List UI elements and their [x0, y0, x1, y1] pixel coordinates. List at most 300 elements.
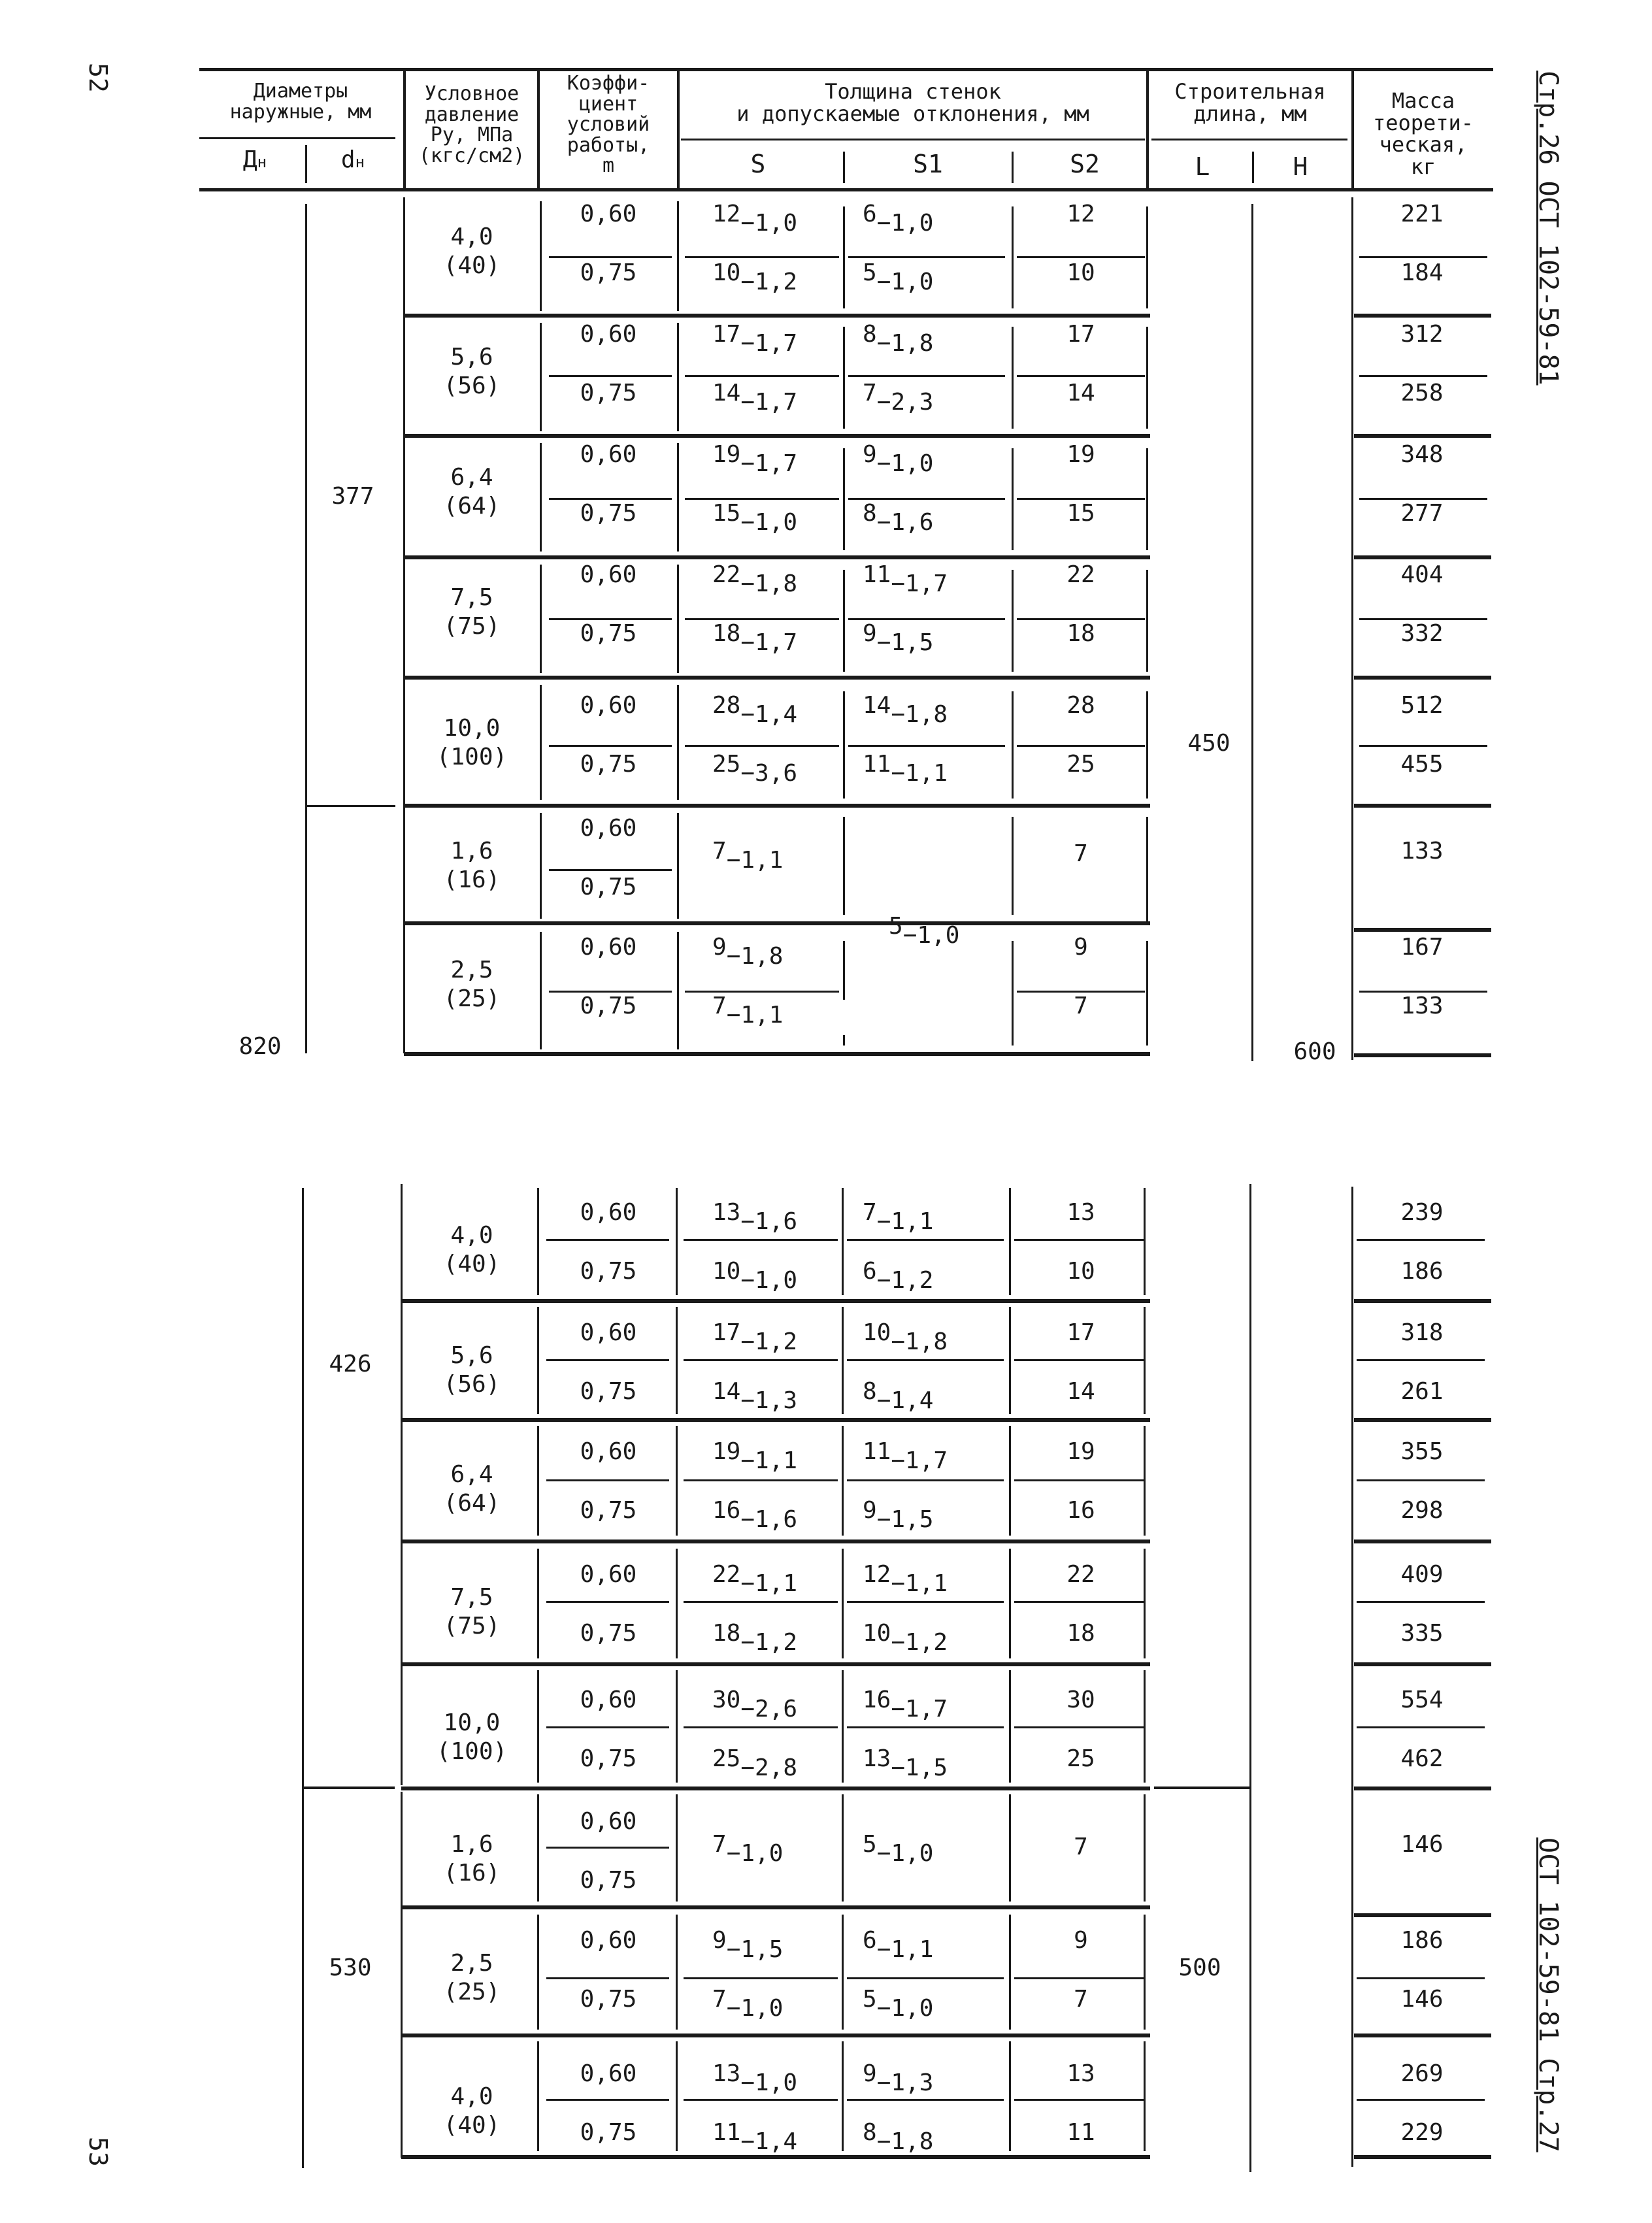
block1-mass: 512 [1400, 692, 1444, 719]
block2-s1-deviation: −1,7 [891, 1696, 948, 1722]
block1-mass: 332 [1400, 620, 1444, 647]
block2-s1-deviation: −1,0 [876, 1840, 934, 1867]
block1-s1 [863, 201, 934, 237]
header-wall-thickness: Толщина стенок и допускаемые отклонения, мм [736, 79, 1089, 126]
block2-s1-value: 8 [863, 2119, 877, 2146]
block1-pressure: 6,4 [450, 464, 493, 491]
block1-coef: 0,60 [580, 201, 637, 227]
block2-s-deviation: −1,0 [740, 2069, 798, 2096]
block2-s-value: 13 [712, 1199, 741, 1226]
block2-s [712, 1378, 798, 1414]
header-S: S [750, 150, 766, 178]
block1-s-value: 7 [712, 993, 727, 1019]
block2-s [712, 1620, 798, 1656]
block2-pressure: 1,6 [450, 1831, 493, 1858]
block1-s-deviation: −1,8 [726, 943, 784, 970]
block1-mass: 404 [1400, 561, 1444, 588]
block1-s1 [863, 321, 934, 357]
block2-s1 [863, 1258, 934, 1294]
block2-s [712, 1831, 784, 1867]
block2-s1-value: 16 [863, 1687, 891, 1713]
block2-s2: 16 [1066, 1497, 1095, 1524]
block1-s1 [863, 380, 934, 416]
block2-s2: 14 [1066, 1378, 1095, 1405]
block1-coef: 0,75 [580, 751, 637, 778]
block1-s-value: 28 [712, 692, 741, 719]
block2-mass: 554 [1400, 1687, 1444, 1713]
block2-dn-426: 426 [329, 1351, 372, 1377]
block2-pressure-kgf: (75) [443, 1613, 501, 1639]
block1-mass: 258 [1400, 380, 1444, 406]
block1-s1 [863, 620, 934, 656]
block2-mass: 318 [1400, 1319, 1444, 1346]
header-diameters: Диаметры наружные, мм [229, 80, 372, 124]
block1-pressure: 10,0 [443, 715, 501, 742]
block2-s-value: 9 [712, 1927, 727, 1954]
block2-s [712, 1745, 798, 1781]
block2-s1 [863, 1745, 948, 1781]
block2-s-deviation: −1,0 [740, 1267, 798, 1294]
block1-s-deviation: −1,1 [726, 847, 784, 874]
block1-s-deviation: −1,1 [726, 1002, 784, 1029]
block2-s1-value: 13 [863, 1745, 891, 1772]
block2-coef: 0,75 [580, 1867, 637, 1894]
block1-s1-value: 11 [863, 561, 891, 588]
block2-mass: 146 [1400, 1831, 1444, 1858]
block2-s1 [863, 1319, 948, 1355]
block2-s-deviation: −1,2 [740, 1629, 798, 1656]
block2-s1-deviation: −1,7 [891, 1447, 948, 1474]
block2-coef: 0,75 [580, 1258, 637, 1285]
block2-s-value: 11 [712, 2119, 741, 2146]
block1-pressure-kgf: (16) [443, 866, 501, 893]
block2-s-value: 13 [712, 2060, 741, 2087]
block1-s-value: 7 [712, 838, 727, 865]
block2-mass: 229 [1400, 2119, 1444, 2146]
block2-coef: 0,75 [580, 1620, 637, 1647]
block1-s-value: 9 [712, 934, 727, 961]
block2-s2: 7 [1074, 1834, 1088, 1860]
block2-s1-value: 12 [863, 1561, 891, 1588]
block1-s [712, 259, 798, 295]
block1-coef: 0,60 [580, 815, 637, 842]
block1-s-deviation: −1,7 [740, 330, 798, 357]
block2-s1-value: 5 [863, 1986, 877, 2013]
block2-s [712, 2060, 798, 2096]
header-dn: dн [340, 146, 365, 173]
block2-pressure: 4,0 [450, 2083, 493, 2110]
block2-mass: 462 [1400, 1745, 1444, 1772]
block1-s-deviation: −1,4 [740, 701, 798, 728]
block1-coef: 0,75 [580, 620, 637, 647]
block2-s1 [863, 1687, 948, 1722]
block1-s [712, 441, 798, 477]
block2-coef: 0,75 [580, 2119, 637, 2146]
block1-s-value: 12 [712, 201, 741, 227]
block1-s1-deviation: −1,8 [891, 701, 948, 728]
header-S1: S1 [913, 150, 943, 178]
block2-s1 [863, 1438, 948, 1474]
block2-s1-deviation: −1,2 [891, 1629, 948, 1656]
block2-s-value: 30 [712, 1687, 741, 1713]
block2-s1 [863, 2119, 934, 2155]
page-number-top: 52 [84, 63, 112, 93]
header-build-length: Строительная длина, мм [1174, 79, 1326, 126]
block1-s1-deviation: −1,7 [891, 570, 948, 597]
block2-pressure: 7,5 [450, 1584, 493, 1611]
block2-s1-deviation: −1,8 [876, 2128, 934, 2155]
block1-Dn: 820 [239, 1033, 282, 1060]
block1-s-value: 22 [712, 561, 741, 588]
block1-s2: 14 [1066, 380, 1095, 406]
block2-s1-deviation: −1,1 [876, 1208, 934, 1235]
block2-mass: 186 [1400, 1927, 1444, 1954]
block2-s-deviation: −1,0 [726, 1995, 784, 2022]
block2-coef: 0,75 [580, 1986, 637, 2013]
block2-s1-value: 6 [863, 1927, 877, 1954]
block2-s-value: 22 [712, 1561, 741, 1588]
block1-s-deviation: −1,2 [740, 269, 798, 295]
block2-s1-deviation: −1,3 [876, 2069, 934, 2096]
block2-s1 [863, 1620, 948, 1656]
block1-s1-merged [889, 913, 960, 949]
block2-coef: 0,60 [580, 1561, 637, 1588]
block2-s1-deviation: −1,5 [891, 1754, 948, 1781]
block2-s1-deviation: −1,2 [876, 1267, 934, 1294]
block2-mass: 409 [1400, 1561, 1444, 1588]
block2-s [712, 1438, 798, 1474]
block2-s-value: 7 [712, 1831, 727, 1858]
block1-s1-value: 8 [863, 321, 877, 348]
block1-s1-value: 6 [863, 201, 877, 227]
block2-s1-value: 11 [863, 1438, 891, 1465]
block1-s1-value: 7 [863, 380, 877, 406]
block2-pressure-kgf: (64) [443, 1490, 501, 1517]
block2-s1 [863, 1561, 948, 1597]
block1-coef: 0,60 [580, 441, 637, 468]
block1-pressure-kgf: (40) [443, 252, 501, 279]
block1-coef: 0,75 [580, 874, 637, 900]
block2-pressure-kgf: (100) [436, 1738, 508, 1765]
block1-pressure: 7,5 [450, 584, 493, 611]
block2-s-deviation: −1,6 [740, 1208, 798, 1235]
block2-coef: 0,60 [580, 1438, 637, 1465]
block2-s [712, 1687, 798, 1722]
block2-pressure: 6,4 [450, 1461, 493, 1488]
block2-s2: 11 [1066, 2119, 1095, 2146]
block2-pressure-kgf: (40) [443, 2112, 501, 2139]
block2-pressure: 5,6 [450, 1342, 493, 1369]
block1-coef: 0,75 [580, 993, 637, 1019]
block2-s-value: 10 [712, 1258, 741, 1285]
block2-s-value: 25 [712, 1745, 741, 1772]
block1-mass: 348 [1400, 441, 1444, 468]
block1-s [712, 692, 798, 728]
block2-s1-value: 6 [863, 1258, 877, 1285]
block2-s-value: 17 [712, 1319, 741, 1346]
block1-s [712, 993, 784, 1029]
block2-coef: 0,60 [580, 2060, 637, 2087]
block1-s1-value: 8 [863, 500, 877, 527]
block2-s2: 22 [1066, 1561, 1095, 1588]
block2-s [712, 1258, 798, 1294]
block2-s2: 30 [1066, 1687, 1095, 1713]
block2-s1-value: 8 [863, 1378, 877, 1405]
block1-coef: 0,60 [580, 692, 637, 719]
side-label-bottom: ОСТ 102-59-81 Стр.27 [1533, 1837, 1563, 2152]
block2-s1-value: 10 [863, 1319, 891, 1346]
header-coef: Коэффи- циент условий работы, m [567, 72, 650, 177]
block2-s1-deviation: −1,8 [891, 1328, 948, 1355]
block2-coef: 0,60 [580, 1687, 637, 1713]
block1-s-value: 10 [712, 259, 741, 286]
block1-s-value: 17 [712, 321, 741, 348]
block2-s1-deviation: −1,5 [876, 1506, 934, 1533]
block1-mass: 133 [1400, 838, 1444, 865]
block2-mass: 186 [1400, 1258, 1444, 1285]
block1-s1-deviation: −1,5 [876, 629, 934, 656]
block1-mass: 455 [1400, 751, 1444, 778]
block2-coef: 0,60 [580, 1927, 637, 1954]
block2-s [712, 1561, 798, 1597]
block2-mass: 355 [1400, 1438, 1444, 1465]
block2-mass: 298 [1400, 1497, 1444, 1524]
block1-s2: 22 [1066, 561, 1095, 588]
block1-pressure-kgf: (100) [436, 744, 508, 770]
page-number-bottom: 53 [84, 2137, 112, 2167]
block1-s-value: 15 [712, 500, 741, 527]
block1-s [712, 751, 798, 787]
block2-mass: 261 [1400, 1378, 1444, 1405]
block2-s-value: 16 [712, 1497, 741, 1524]
block1-s1-merged-value: 5 [889, 913, 903, 940]
block2-s-deviation: −2,8 [740, 1754, 798, 1781]
block1-coef: 0,75 [580, 500, 637, 527]
block1-s-value: 18 [712, 620, 741, 647]
block2-s1-deviation: −1,0 [876, 1995, 934, 2022]
block1-s [712, 321, 798, 357]
block2-s1 [863, 1831, 934, 1867]
block2-s2: 17 [1066, 1319, 1095, 1346]
block2-s-deviation: −1,5 [726, 1936, 784, 1963]
block1-s1-value: 9 [863, 620, 877, 647]
block2-s2: 25 [1066, 1745, 1095, 1772]
block2-s-value: 18 [712, 1620, 741, 1647]
block1-s-value: 19 [712, 441, 741, 468]
block2-s [712, 1319, 798, 1355]
block1-s2: 18 [1066, 620, 1095, 647]
block1-s-deviation: −3,6 [740, 760, 798, 787]
block1-s1-deviation: −2,3 [876, 389, 934, 416]
block2-dn-530: 530 [329, 1954, 372, 1981]
block1-s1-deviation: −1,1 [891, 760, 948, 787]
block2-s-deviation: −2,6 [740, 1696, 798, 1722]
block1-s1 [863, 561, 948, 597]
block2-s-deviation: −1,1 [740, 1447, 798, 1474]
block1-mass: 133 [1400, 993, 1444, 1019]
block2-s-deviation: −1,6 [740, 1506, 798, 1533]
block2-coef: 0,60 [580, 1199, 637, 1226]
block2-s-deviation: −1,3 [740, 1387, 798, 1414]
block1-s1-value: 5 [863, 259, 877, 286]
block2-s-value: 7 [712, 1986, 727, 2013]
block1-coef: 0,60 [580, 561, 637, 588]
block1-s1-value: 9 [863, 441, 877, 468]
block1-mass: 184 [1400, 259, 1444, 286]
block1-s1 [863, 259, 934, 295]
block2-mass: 269 [1400, 2060, 1444, 2087]
header-pressure: Условное давление Pу, МПа (кгс/см2) [418, 82, 525, 167]
block1-coef: 0,60 [580, 934, 637, 961]
block1-H: 600 [1293, 1038, 1336, 1065]
block1-dn: 377 [331, 483, 374, 510]
block2-pressure-kgf: (40) [443, 1251, 501, 1277]
block1-s2: 7 [1074, 993, 1088, 1019]
block1-s1 [863, 500, 934, 536]
block1-s [712, 561, 798, 597]
block2-s2: 13 [1066, 1199, 1095, 1226]
block2-s1-value: 5 [863, 1831, 877, 1858]
block1-s2: 17 [1066, 321, 1095, 348]
block2-pressure: 2,5 [450, 1950, 493, 1977]
block2-s-deviation: −1,1 [740, 1570, 798, 1597]
block1-coef: 0,75 [580, 259, 637, 286]
block1-pressure: 5,6 [450, 344, 493, 370]
block2-mass: 239 [1400, 1199, 1444, 1226]
block1-s2: 28 [1066, 692, 1095, 719]
block1-pressure-kgf: (75) [443, 613, 501, 640]
block2-s2: 19 [1066, 1438, 1095, 1465]
block2-s2: 7 [1074, 1986, 1088, 2013]
block1-L: 450 [1187, 730, 1231, 757]
block1-s1-deviation: −1,8 [876, 330, 934, 357]
block2-s1-value: 10 [863, 1620, 891, 1647]
block2-s2: 10 [1066, 1258, 1095, 1285]
block2-coef: 0,75 [580, 1378, 637, 1405]
block1-s [712, 380, 798, 416]
header-S2: S2 [1070, 150, 1100, 178]
block2-s1-value: 7 [863, 1199, 877, 1226]
block1-s-deviation: −1,7 [740, 629, 798, 656]
block2-pressure: 10,0 [443, 1709, 501, 1736]
block2-s [712, 2119, 798, 2155]
block2-s1-deviation: −1,1 [876, 1936, 934, 1963]
block1-s2: 19 [1066, 441, 1095, 468]
block2-s [712, 1199, 798, 1235]
block2-s1 [863, 2060, 934, 2096]
block1-s [712, 838, 784, 874]
block2-s2: 13 [1066, 2060, 1095, 2087]
header-H: H [1293, 152, 1308, 181]
block1-mass: 167 [1400, 934, 1444, 961]
block2-s2: 9 [1074, 1927, 1088, 1954]
block1-pressure-kgf: (56) [443, 372, 501, 399]
block2-L: 500 [1178, 1954, 1221, 1981]
block1-mass: 277 [1400, 500, 1444, 527]
block1-s [712, 201, 798, 237]
block1-s-deviation: −1,7 [740, 450, 798, 477]
block1-pressure: 4,0 [450, 223, 493, 250]
block2-pressure-kgf: (16) [443, 1860, 501, 1886]
block2-s-value: 14 [712, 1378, 741, 1405]
block2-pressure-kgf: (25) [443, 1979, 501, 2005]
block1-s [712, 500, 798, 536]
block2-s1-value: 9 [863, 1497, 877, 1524]
block1-s1-value: 14 [863, 692, 891, 719]
block2-s1 [863, 1986, 934, 2022]
block1-s2: 9 [1074, 934, 1088, 961]
block2-s [712, 1497, 798, 1533]
block2-mass: 335 [1400, 1620, 1444, 1647]
block1-s-value: 14 [712, 380, 741, 406]
block2-s-deviation: −1,2 [740, 1328, 798, 1355]
block1-mass: 312 [1400, 321, 1444, 348]
header-L: L [1195, 152, 1210, 181]
block2-pressure-kgf: (56) [443, 1371, 501, 1398]
block2-s1 [863, 1497, 934, 1533]
block1-s1-deviation: −1,0 [876, 210, 934, 237]
block1-s1-deviation: −1,0 [876, 450, 934, 477]
side-label-top: Стр.26 ОСТ 102-59-81 [1533, 71, 1563, 386]
block2-s-deviation: −1,0 [726, 1840, 784, 1867]
block2-coef: 0,60 [580, 1808, 637, 1835]
block1-coef: 0,60 [580, 321, 637, 348]
block2-s-deviation: −1,4 [740, 2128, 798, 2155]
header-mass: Масса теорети- ческая, кг [1372, 88, 1474, 179]
block1-s-deviation: −1,7 [740, 389, 798, 416]
block1-s1 [863, 692, 948, 728]
block1-s1 [863, 751, 948, 787]
block1-pressure-kgf: (25) [443, 985, 501, 1012]
header-Dn: Дн [242, 146, 267, 173]
block1-s-deviation: −1,8 [740, 570, 798, 597]
block2-coef: 0,60 [580, 1319, 637, 1346]
block1-s2: 7 [1074, 840, 1088, 867]
block1-s1-deviation: −1,6 [876, 509, 934, 536]
block1-s1-merged-deviation: −1,0 [902, 922, 960, 949]
block2-s [712, 1986, 784, 2022]
block1-s-deviation: −1,0 [740, 210, 798, 237]
block2-s1 [863, 1199, 934, 1235]
block1-pressure: 2,5 [450, 957, 493, 983]
block1-s2: 25 [1066, 751, 1095, 778]
block1-s [712, 934, 784, 970]
block2-s1-value: 9 [863, 2060, 877, 2087]
block2-pressure: 4,0 [450, 1222, 493, 1249]
block1-s2: 10 [1066, 259, 1095, 286]
block2-s [712, 1927, 784, 1963]
block2-s1-deviation: −1,1 [891, 1570, 948, 1597]
block1-s2: 12 [1066, 201, 1095, 227]
block2-coef: 0,75 [580, 1497, 637, 1524]
block1-s [712, 620, 798, 656]
block2-mass: 146 [1400, 1986, 1444, 2013]
block1-pressure: 1,6 [450, 838, 493, 865]
block2-s1-deviation: −1,4 [876, 1387, 934, 1414]
block2-s2: 18 [1066, 1620, 1095, 1647]
block2-s1 [863, 1927, 934, 1963]
block1-s-deviation: −1,0 [740, 509, 798, 536]
block1-s2: 15 [1066, 500, 1095, 527]
block1-coef: 0,75 [580, 380, 637, 406]
block2-s-value: 19 [712, 1438, 741, 1465]
block2-s1 [863, 1378, 934, 1414]
block1-s1 [863, 441, 934, 477]
block1-mass: 221 [1400, 201, 1444, 227]
block1-s-value: 25 [712, 751, 741, 778]
block1-s1-deviation: −1,0 [876, 269, 934, 295]
block2-coef: 0,75 [580, 1745, 637, 1772]
